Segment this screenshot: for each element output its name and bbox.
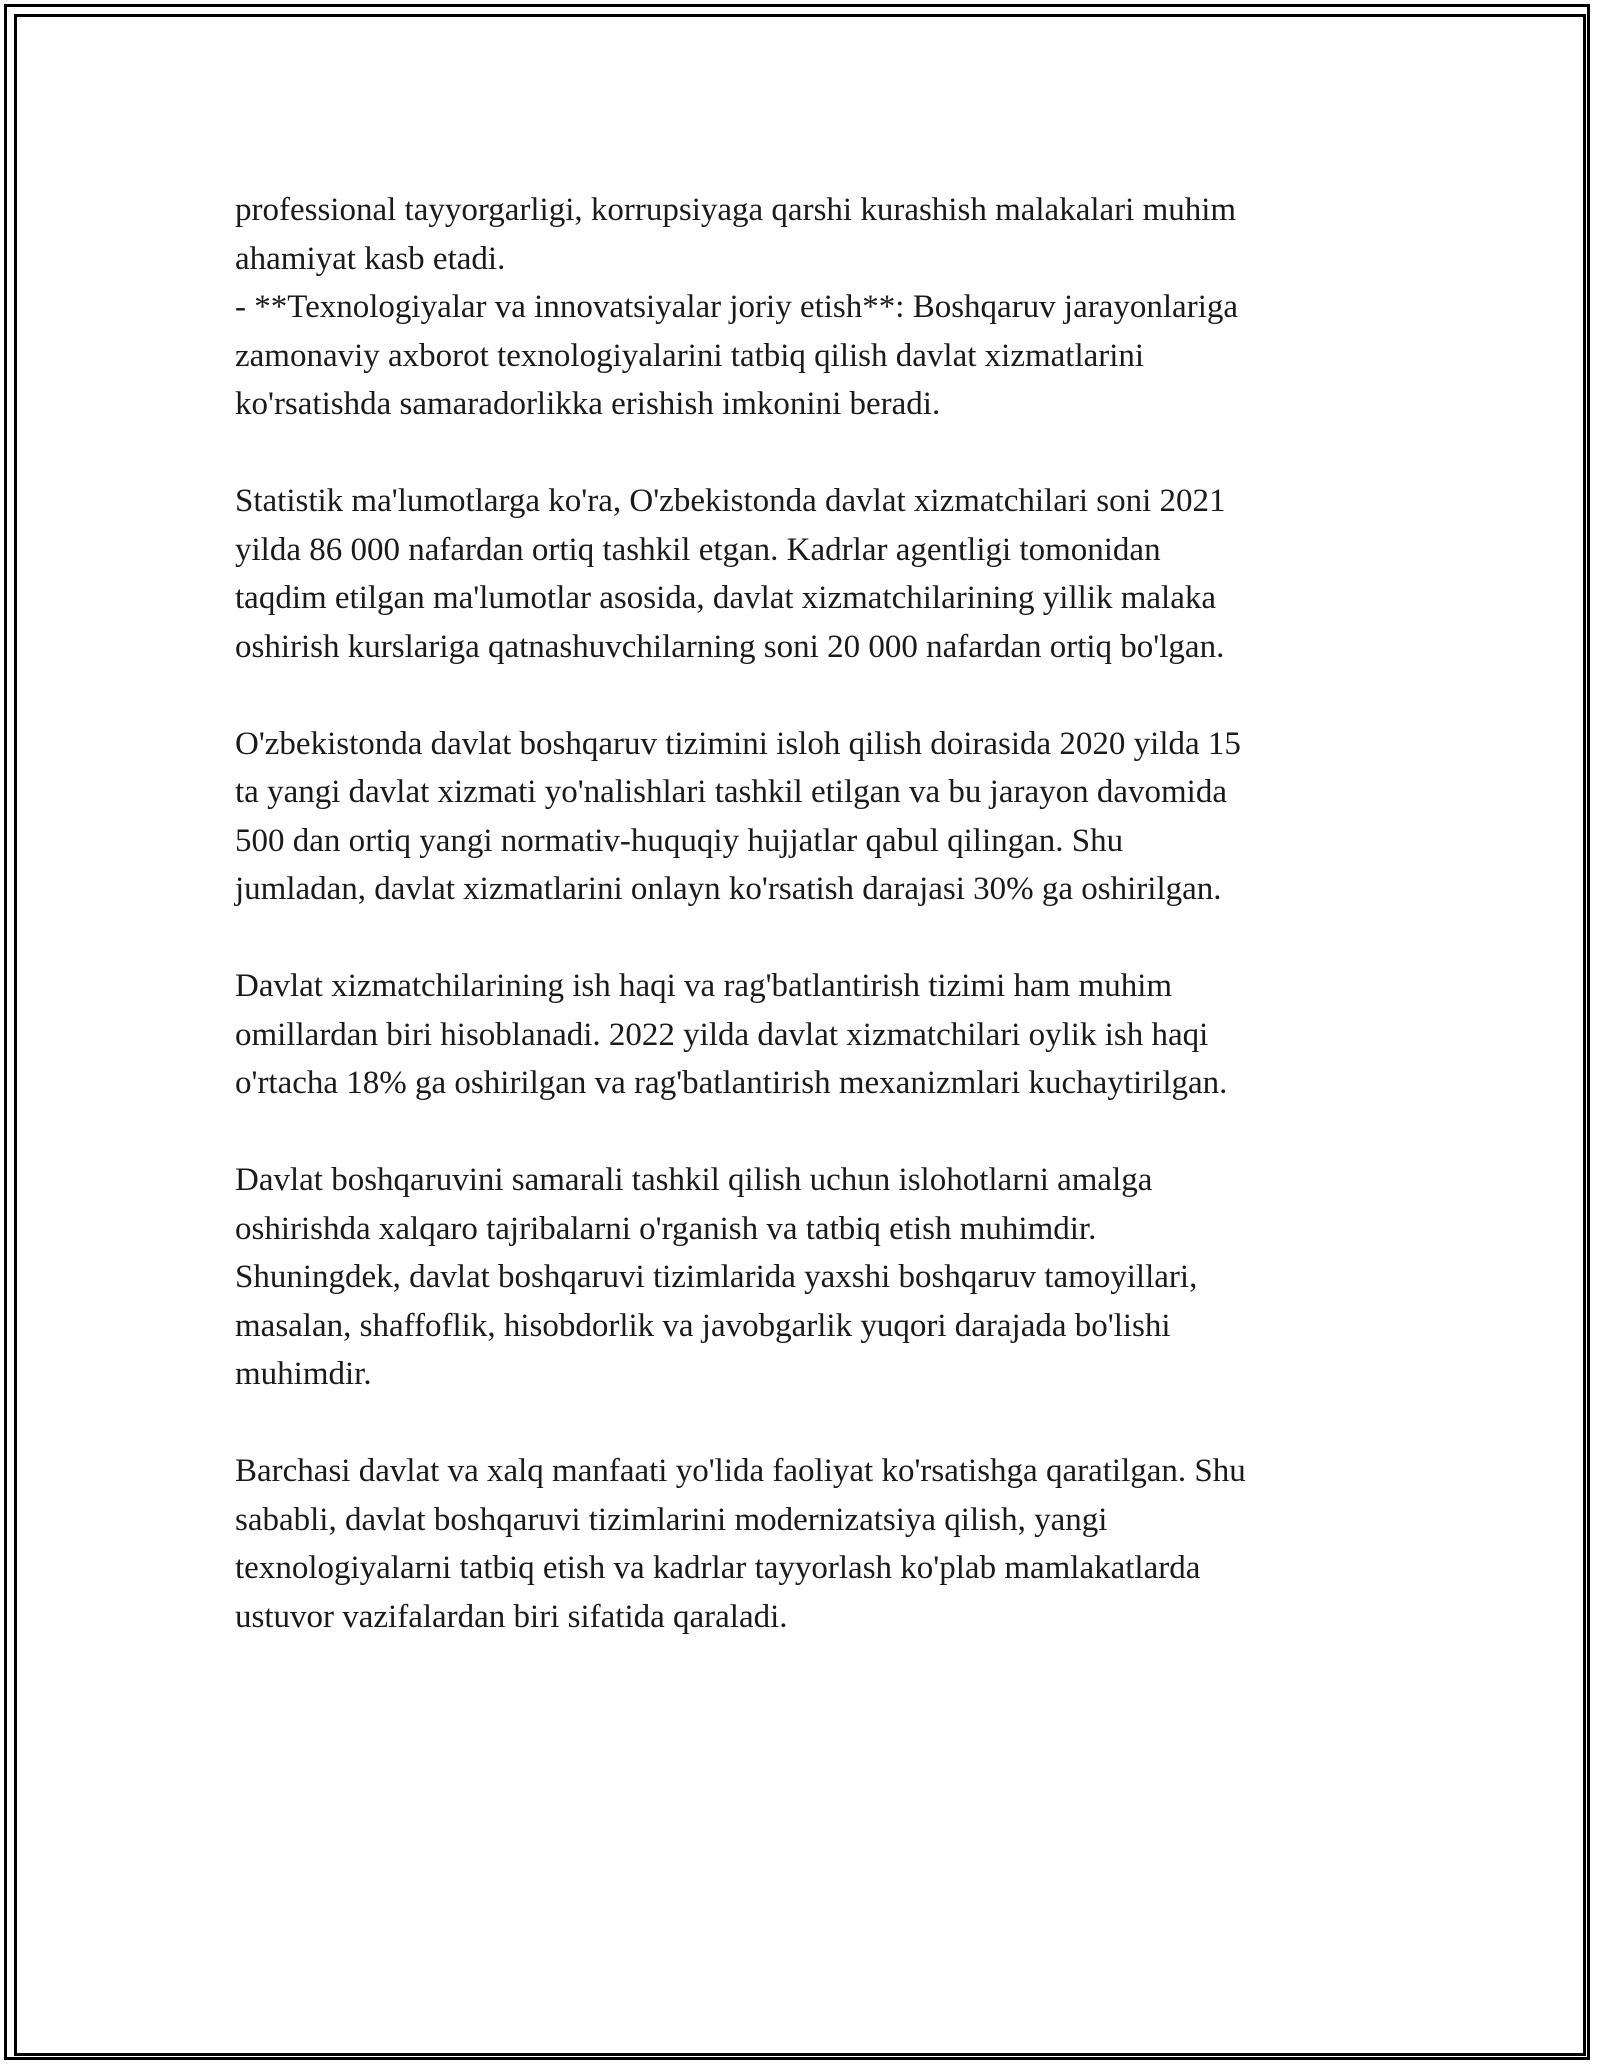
paragraph-2: Statistik ma'lumotlarga ko'ra, O'zbekistonda davlat xizmatchilari soni 2021 yilda 86 000 nafardan ortiq tashkil etgan. Kadrlar agentligi tomonidan taqdim etilgan ma'lumotlar asosida, davlat xizmatchilarining yillik malaka oshirish kurslariga qatnashuvchilarning soni 20 000 nafardan ortiq bo'lgan. — [235, 483, 1226, 665]
paragraph-6: Barchasi davlat va xalq manfaati yo'lida faoliyat ko'rsatishga qaratilgan. Shu sababli, davlat boshqaruvi tizimlarini modernizatsiya qilish, yangi texnologiyalarni tatbiq etish va kadrlar tayyorlash ko'plab mamlakatlarda ustuvor vazifalardan biri sifatida qaraladi. — [235, 1453, 1246, 1635]
document-body — [235, 186, 1395, 1641]
paragraph-1: professional tayyorgarligi, korrupsiyaga qarshi kurashish malakalari muhim ahamiyat kasb etadi. - **Texnologiyalar va innovatsiyalar joriy etish**: Boshqaruv jarayonlariga zamonaviy axborot texnologiyalarini tatbiq qilish davlat xizmatlarini ko'rsatishda samaradorlikka erishish imkonini beradi. — [235, 192, 1239, 422]
paragraph-gap — [235, 914, 1395, 963]
paragraph-gap — [235, 1399, 1395, 1448]
paragraph-gap — [235, 1108, 1395, 1157]
paragraph-3: O'zbekistonda davlat boshqaruv tizimini isloh qilish doirasida 2020 yilda 15 ta yangi davlat xizmati yo'nalishlari tashkil etilgan va bu jarayon davomida 500 dan ortiq yangi normativ-huquqiy hujjatlar qabul qilingan. Shu jumladan, davlat xizmatlarini onlayn ko'rsatish darajasi 30% ga oshirilgan. — [235, 725, 1241, 907]
paragraph-gap — [235, 429, 1395, 478]
paragraph-5: Davlat boshqaruvini samarali tashkil qilish uchun islohotlarni amalga oshirishda xalqaro tajribalarni o'rganish va tatbiq etish muhimdir. Shuningdek, davlat boshqaruvi tizimlarida yaxshi boshqaruv tamoyillari, masalan, shaffoflik, hisobdorlik va javobgarlik yuqori darajada bo'lishi muhimdir. — [235, 1162, 1198, 1392]
paragraph-gap — [235, 671, 1395, 720]
paragraph-4: Davlat xizmatchilarining ish haqi va rag'batlantirish tizimi ham muhim omillardan biri hisoblanadi. 2022 yilda davlat xizmatchilari oylik ish haqi o'rtacha 18% ga oshirilgan va rag'batlantirish mexanizmlari kuchaytirilgan. — [235, 968, 1228, 1101]
